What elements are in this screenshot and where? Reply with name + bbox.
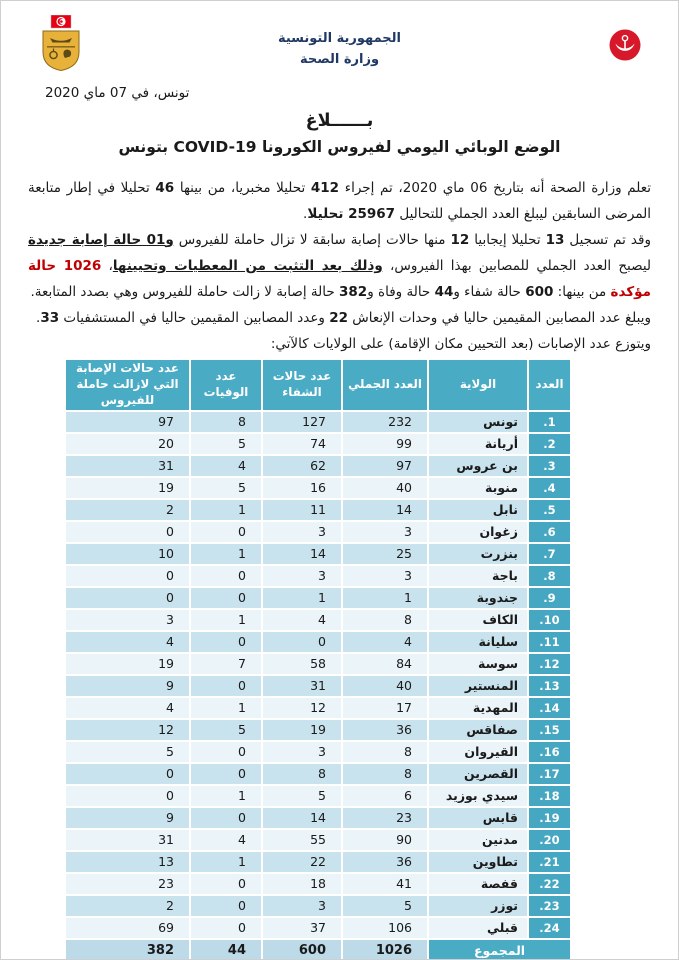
- row-total: 90: [342, 829, 428, 851]
- text-run-bold: 25967 تحليلا: [307, 206, 396, 222]
- row-index: 13.: [528, 675, 571, 697]
- table-row: [65, 851, 571, 873]
- row-active: 0: [65, 587, 190, 609]
- row-active: 9: [65, 807, 190, 829]
- row-total: 41: [342, 873, 428, 895]
- row-governorate: القصرين: [428, 763, 528, 785]
- row-active: 0: [65, 565, 190, 587]
- row-recovered: 3: [262, 565, 342, 587]
- row-deaths: 7: [190, 653, 262, 675]
- row-active: 3: [65, 609, 190, 631]
- text-run: حالة وفاة و: [367, 284, 435, 300]
- text-run: وقد تم تسجيل: [564, 232, 651, 248]
- paragraph-hospitalized: [28, 305, 651, 331]
- text-run-bold: 412: [310, 180, 340, 196]
- text-run-underlined: وذلك بعد التثبت من المعطيات وتحيينها: [112, 258, 383, 274]
- row-governorate: قفصة: [428, 873, 528, 895]
- ministry-title: وزارة الصحة: [299, 52, 380, 67]
- row-governorate: زغوان: [428, 521, 528, 543]
- row-governorate: المنستير: [428, 675, 528, 697]
- row-deaths: 0: [190, 587, 262, 609]
- row-deaths: 0: [190, 741, 262, 763]
- table-row: [65, 741, 571, 763]
- row-total: 25: [342, 543, 428, 565]
- row-total: 232: [342, 411, 428, 433]
- text-run-bold: 382: [339, 284, 368, 300]
- row-active: 12: [65, 719, 190, 741]
- date-line: تونس، في 07 ماي 2020: [45, 85, 190, 101]
- col-header-index: العدد: [528, 359, 571, 411]
- row-recovered: 62: [262, 455, 342, 477]
- row-index: 17.: [528, 763, 571, 785]
- row-recovered: 3: [262, 521, 342, 543]
- row-index: 22.: [528, 873, 571, 895]
- row-active: 9: [65, 675, 190, 697]
- row-active: 5: [65, 741, 190, 763]
- row-recovered: 12: [262, 697, 342, 719]
- row-governorate: المهدية: [428, 697, 528, 719]
- table-row: [65, 455, 571, 477]
- row-active: 20: [65, 433, 190, 455]
- table-row: [65, 807, 571, 829]
- row-index: 20.: [528, 829, 571, 851]
- row-deaths: 5: [190, 719, 262, 741]
- col-header-recovered: عدد حالات الشفاء: [262, 359, 342, 411]
- row-index: 9.: [528, 587, 571, 609]
- row-active: 2: [65, 499, 190, 521]
- row-governorate: بن عروس: [428, 455, 528, 477]
- row-total: 97: [342, 455, 428, 477]
- ministry-logo-icon: [608, 28, 642, 62]
- table-row: [65, 653, 571, 675]
- row-active: 0: [65, 763, 190, 785]
- row-index: 15.: [528, 719, 571, 741]
- row-governorate: مدنين: [428, 829, 528, 851]
- table-row: [65, 521, 571, 543]
- table-row: [65, 917, 571, 939]
- row-index: 5.: [528, 499, 571, 521]
- row-deaths: 0: [190, 565, 262, 587]
- col-header-total: العدد الجملي: [342, 359, 428, 411]
- table-row: [65, 719, 571, 741]
- row-total: 1: [342, 587, 428, 609]
- row-deaths: 1: [190, 697, 262, 719]
- text-run-bold: 600: [525, 284, 554, 300]
- text-run-bold: 13: [545, 232, 565, 248]
- row-recovered: 74: [262, 433, 342, 455]
- row-deaths: 4: [190, 829, 262, 851]
- row-active: 0: [65, 785, 190, 807]
- row-governorate: الكاف: [428, 609, 528, 631]
- row-active: 97: [65, 411, 190, 433]
- row-deaths: 0: [190, 675, 262, 697]
- text-run: .: [303, 206, 308, 222]
- republic-title: الجمهورية التونسية: [277, 31, 402, 46]
- table-row: [65, 565, 571, 587]
- row-recovered: 3: [262, 741, 342, 763]
- text-run-underlined: و01 حالة إصابة جديدة: [28, 232, 174, 248]
- row-total: 36: [342, 851, 428, 873]
- row-total: 40: [342, 675, 428, 697]
- row-recovered: 22: [262, 851, 342, 873]
- text-run: ،: [101, 258, 113, 274]
- row-recovered: 37: [262, 917, 342, 939]
- row-total: 6: [342, 785, 428, 807]
- row-deaths: 0: [190, 895, 262, 917]
- row-active: 19: [65, 477, 190, 499]
- row-active: 69: [65, 917, 190, 939]
- row-deaths: 0: [190, 521, 262, 543]
- row-recovered: 55: [262, 829, 342, 851]
- row-deaths: 1: [190, 499, 262, 521]
- text-run: .: [36, 310, 41, 326]
- row-recovered: 8: [262, 763, 342, 785]
- total-active: 382: [65, 939, 190, 960]
- row-governorate: تونس: [428, 411, 528, 433]
- row-recovered: 4: [262, 609, 342, 631]
- row-recovered: 31: [262, 675, 342, 697]
- row-governorate: بنزرت: [428, 543, 528, 565]
- total-row: [65, 939, 571, 960]
- row-index: 18.: [528, 785, 571, 807]
- text-run-red: 1026 حالة مؤكدة: [28, 258, 651, 300]
- table-row: [65, 411, 571, 433]
- row-total: 17: [342, 697, 428, 719]
- table-row: [65, 433, 571, 455]
- table-row: [65, 873, 571, 895]
- text-run-bold: 44: [434, 284, 454, 300]
- row-recovered: 18: [262, 873, 342, 895]
- row-governorate: توزر: [428, 895, 528, 917]
- row-recovered: 58: [262, 653, 342, 675]
- row-index: 19.: [528, 807, 571, 829]
- row-index: 1.: [528, 411, 571, 433]
- total-label: المجموع: [428, 939, 571, 960]
- row-governorate: قبلي: [428, 917, 528, 939]
- row-governorate: نابل: [428, 499, 528, 521]
- paragraph-new-cases: [28, 227, 651, 305]
- table-row: [65, 477, 571, 499]
- col-header-active: عدد حالات الإصابة التي لازالت حاملة للفيروس: [65, 359, 190, 411]
- table-header-row: [65, 359, 571, 411]
- row-deaths: 1: [190, 609, 262, 631]
- row-index: 11.: [528, 631, 571, 653]
- row-index: 23.: [528, 895, 571, 917]
- row-total: 36: [342, 719, 428, 741]
- row-index: 14.: [528, 697, 571, 719]
- table-row: [65, 499, 571, 521]
- row-recovered: 3: [262, 895, 342, 917]
- row-index: 4.: [528, 477, 571, 499]
- row-index: 21.: [528, 851, 571, 873]
- row-index: 7.: [528, 543, 571, 565]
- row-active: 0: [65, 521, 190, 543]
- text-run-bold: 33: [40, 310, 60, 326]
- text-run: وعدد المصابين المقيمين حاليا في المستشفيات: [59, 310, 330, 326]
- table-row: [65, 763, 571, 785]
- governorate-table-body: [65, 411, 571, 939]
- table-row: [65, 587, 571, 609]
- bulletin-title: بــــــلاغ: [305, 111, 374, 131]
- row-recovered: 14: [262, 543, 342, 565]
- row-total: 23: [342, 807, 428, 829]
- row-active: 10: [65, 543, 190, 565]
- row-total: 8: [342, 609, 428, 631]
- text-run: ويبلغ عدد المصابين المقيمين حاليا في وحدات الإنعاش: [348, 310, 651, 326]
- row-governorate: سيدي بوزيد: [428, 785, 528, 807]
- body-text: [28, 175, 651, 357]
- row-index: 10.: [528, 609, 571, 631]
- total-deaths: 44: [190, 939, 262, 960]
- row-index: 12.: [528, 653, 571, 675]
- row-recovered: 16: [262, 477, 342, 499]
- text-run: تحليلا مخبريا، من بينها: [174, 180, 311, 196]
- row-total: 106: [342, 917, 428, 939]
- row-recovered: 11: [262, 499, 342, 521]
- row-governorate: منوبة: [428, 477, 528, 499]
- text-run-bold: 22: [329, 310, 348, 326]
- row-active: 4: [65, 631, 190, 653]
- row-total: 5: [342, 895, 428, 917]
- row-total: 40: [342, 477, 428, 499]
- row-recovered: 5: [262, 785, 342, 807]
- row-deaths: 0: [190, 873, 262, 895]
- row-deaths: 8: [190, 411, 262, 433]
- row-index: 16.: [528, 741, 571, 763]
- table-row: [65, 543, 571, 565]
- row-active: 2: [65, 895, 190, 917]
- table-row: [65, 675, 571, 697]
- row-active: 31: [65, 455, 190, 477]
- row-deaths: 0: [190, 917, 262, 939]
- row-index: 3.: [528, 455, 571, 477]
- table-row: [65, 631, 571, 653]
- row-index: 2.: [528, 433, 571, 455]
- ministry-header: [1, 28, 678, 70]
- bulletin-subtitle: الوضع الوبائي اليومي لفيروس الكورونا COVID-19 بتونس: [118, 138, 561, 156]
- row-total: 3: [342, 521, 428, 543]
- row-total: 4: [342, 631, 428, 653]
- row-active: 31: [65, 829, 190, 851]
- table-row: [65, 609, 571, 631]
- row-recovered: 0: [262, 631, 342, 653]
- text-run-bold: 46: [155, 180, 175, 196]
- row-index: 24.: [528, 917, 571, 939]
- row-governorate: قابس: [428, 807, 528, 829]
- row-deaths: 5: [190, 477, 262, 499]
- table-row: [65, 697, 571, 719]
- text-run: حالة شفاء و: [453, 284, 526, 300]
- row-governorate: جندوبة: [428, 587, 528, 609]
- row-deaths: 4: [190, 455, 262, 477]
- row-deaths: 5: [190, 433, 262, 455]
- row-deaths: 1: [190, 785, 262, 807]
- row-governorate: تطاوين: [428, 851, 528, 873]
- text-run: من بينها:: [553, 284, 611, 300]
- col-header-governorate: الولاية: [428, 359, 528, 411]
- row-governorate: سوسة: [428, 653, 528, 675]
- row-active: 13: [65, 851, 190, 873]
- text-run: تعلم وزارة الصحة أنه بتاريخ 06 ماي 2020، تم إجراء: [339, 180, 651, 196]
- row-deaths: 0: [190, 631, 262, 653]
- row-active: 23: [65, 873, 190, 895]
- text-run: حالة إصابة لا زالت حاملة للفيروس وهي بصدد المتابعة.: [30, 284, 340, 300]
- row-recovered: 127: [262, 411, 342, 433]
- row-governorate: سليانة: [428, 631, 528, 653]
- row-active: 4: [65, 697, 190, 719]
- row-total: 84: [342, 653, 428, 675]
- row-governorate: باجة: [428, 565, 528, 587]
- row-governorate: أريانة: [428, 433, 528, 455]
- row-recovered: 19: [262, 719, 342, 741]
- text-run-bold: 12: [450, 232, 470, 248]
- table-row: [65, 829, 571, 851]
- text-run: ويتوزع عدد الإصابات (بعد التحيين مكان الإقامة) على الولايات كالآتي:: [270, 336, 651, 352]
- row-deaths: 0: [190, 807, 262, 829]
- text-run: تحليلا إيجابيا: [469, 232, 546, 248]
- total-recovered: 600: [262, 939, 342, 960]
- paragraph-distribution-intro: [28, 331, 651, 357]
- row-total: 14: [342, 499, 428, 521]
- row-deaths: 1: [190, 851, 262, 873]
- table-row: [65, 895, 571, 917]
- governorate-table: [64, 358, 572, 960]
- total-cases: 1026: [342, 939, 428, 960]
- row-active: 19: [65, 653, 190, 675]
- row-total: 3: [342, 565, 428, 587]
- row-deaths: 0: [190, 763, 262, 785]
- row-recovered: 1: [262, 587, 342, 609]
- table-row: [65, 785, 571, 807]
- row-recovered: 14: [262, 807, 342, 829]
- row-deaths: 1: [190, 543, 262, 565]
- row-index: 6.: [528, 521, 571, 543]
- row-total: 99: [342, 433, 428, 455]
- text-run: منها حالات إصابة سابقة لا تزال حاملة للفيروس: [173, 232, 451, 248]
- row-governorate: صفاقس: [428, 719, 528, 741]
- row-index: 8.: [528, 565, 571, 587]
- paragraph-tests: [28, 175, 651, 227]
- text-run: ليصبح العدد الجملي للمصابين بهذا الفيروس،: [382, 258, 652, 274]
- row-total: 8: [342, 741, 428, 763]
- col-header-deaths: عدد الوفيات: [190, 359, 262, 411]
- text-run: تحليلا في إطار متابعة المرضى السابقين ليبلغ العدد الجملي للتحاليل: [28, 180, 651, 222]
- row-total: 8: [342, 763, 428, 785]
- row-governorate: القيروان: [428, 741, 528, 763]
